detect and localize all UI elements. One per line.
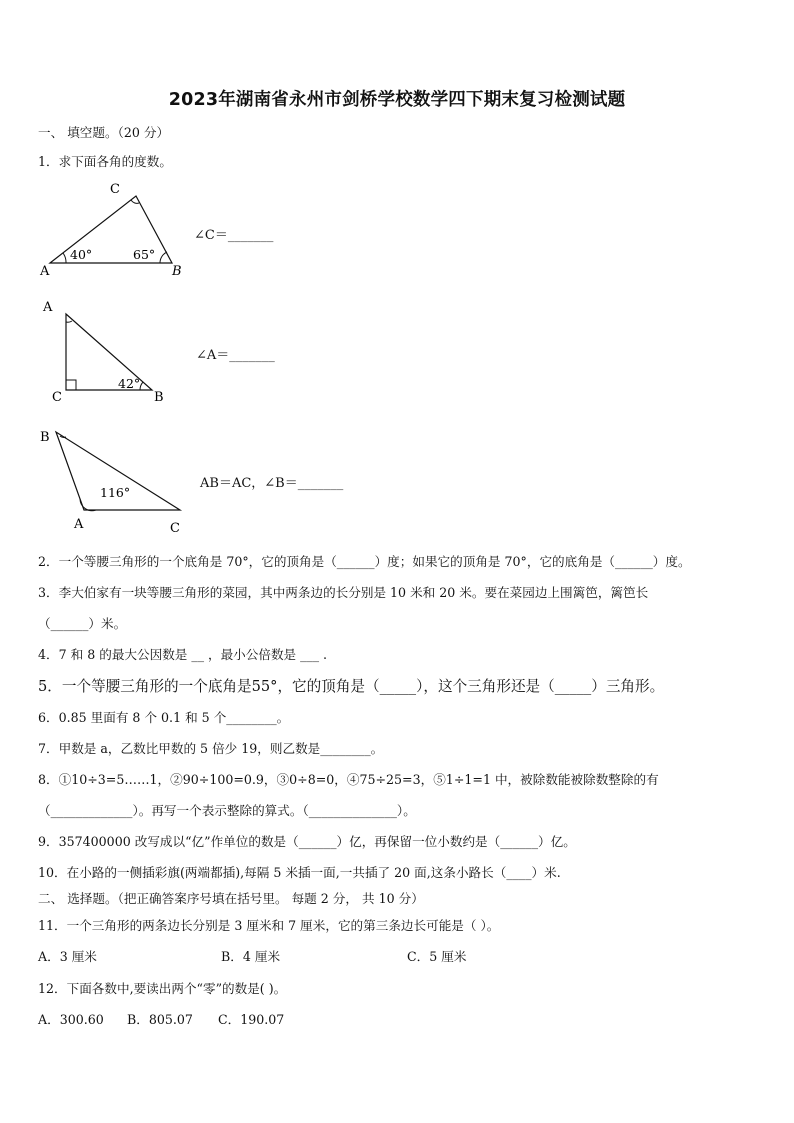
question-11-option-b: B．4 厘米 (221, 949, 281, 964)
angle-a-arc (66, 321, 72, 322)
triangle-figure-3 (36, 424, 196, 540)
question-3-line-2: （______）米。 (38, 616, 127, 631)
section-1-heading: 一、 填空题。（20 分） (38, 125, 170, 140)
triangle-figure-1 (36, 178, 196, 278)
question-4: 4．7 和 8 的最大公因数是 __ ，最小公倍数是 ___ . (38, 647, 328, 662)
question-9: 9．357400000 改写成以“亿”作单位的数是（______）亿，再保留一位小数约是（______）亿。 (38, 834, 576, 849)
angle-a-value: 116° (100, 485, 131, 500)
question-7: 7．甲数是 a，乙数比甲数的 5 倍少 19，则乙数是________。 (38, 741, 384, 756)
vertex-c-label: C (52, 390, 62, 405)
question-6: 6．0.85 里面有 8 个 0.1 和 5 个________。 (38, 710, 290, 725)
question-11-option-a: A．3 厘米 (38, 949, 97, 964)
vertex-a-label: A (74, 517, 84, 532)
question-11-option-c: C．5 厘米 (407, 949, 467, 964)
vertex-a-label: A (43, 300, 53, 315)
triangle-figure-2 (40, 296, 180, 408)
question-12: 12．下面各数中,要读出两个“零”的数是( )。 (38, 981, 287, 996)
angle-b-answer: AB＝AC，∠B＝_______ (200, 476, 344, 491)
vertex-c-label: C (110, 182, 120, 197)
angle-b-arc (160, 252, 167, 263)
angle-a-arc (63, 253, 66, 263)
angle-c-answer: ∠C＝_______ (194, 228, 274, 243)
right-angle-mark (66, 380, 76, 390)
question-2: 2．一个等腰三角形的一个底角是 70°，它的顶角是（______）度；如果它的顶角是 70°，它的底角是（______）度。 (38, 554, 691, 569)
angle-a-answer: ∠A＝_______ (196, 348, 275, 363)
question-3-line-1: 3．李大伯家有一块等腰三角形的菜园，其中两条边的长分别是 10 米和 20 米。要在菜园边上围篱笆，篱笆长 (38, 585, 649, 600)
question-1: 1．求下面各角的度数。 (38, 154, 172, 169)
section-2-heading: 二、 选择题。（把正确答案序号填在括号里。 每题 2 分， 共 10 分） (38, 891, 424, 906)
question-8-line-2: （_____________）。再写一个表示整除的算式。（______________）。 (38, 803, 416, 818)
angle-a-value: 40° (70, 247, 93, 262)
vertex-c-label: C (170, 521, 180, 536)
angle-b-arc (140, 382, 143, 390)
vertex-b-label: B (172, 264, 182, 278)
question-12-option-b: B．805.07 (127, 1012, 193, 1027)
question-10: 10．在小路的一侧插彩旗(两端都插),每隔 5 米插一面,一共插了 20 面,这条小路长（____）米. (38, 865, 561, 880)
question-11: 11．一个三角形的两条边长分别是 3 厘米和 7 厘米，它的第三条边长可能是（ ）。 (38, 918, 500, 933)
question-12-option-a: A．300.60 (38, 1012, 104, 1027)
question-8-line-1: 8．①10÷3=5……1，②90÷100=0.9，③0÷8=0，④75÷25=3，⑤1÷1=1 中，被除数能被除数整除的有 (38, 772, 659, 787)
document-title: 2023年湖南省永州市剑桥学校数学四下期末复习检测试题 (168, 90, 626, 110)
angle-b-value: 42° (118, 376, 141, 391)
vertex-b-label: B (154, 390, 164, 405)
question-5: 5．一个等腰三角形的一个底角是55°，它的顶角是（_____），这个三角形还是（_____）三角形。 (38, 678, 665, 695)
angle-b-value: 65° (133, 247, 156, 262)
vertex-a-label: A (40, 264, 50, 278)
vertex-b-label: B (40, 430, 50, 445)
question-12-option-c: C．190.07 (218, 1012, 285, 1027)
